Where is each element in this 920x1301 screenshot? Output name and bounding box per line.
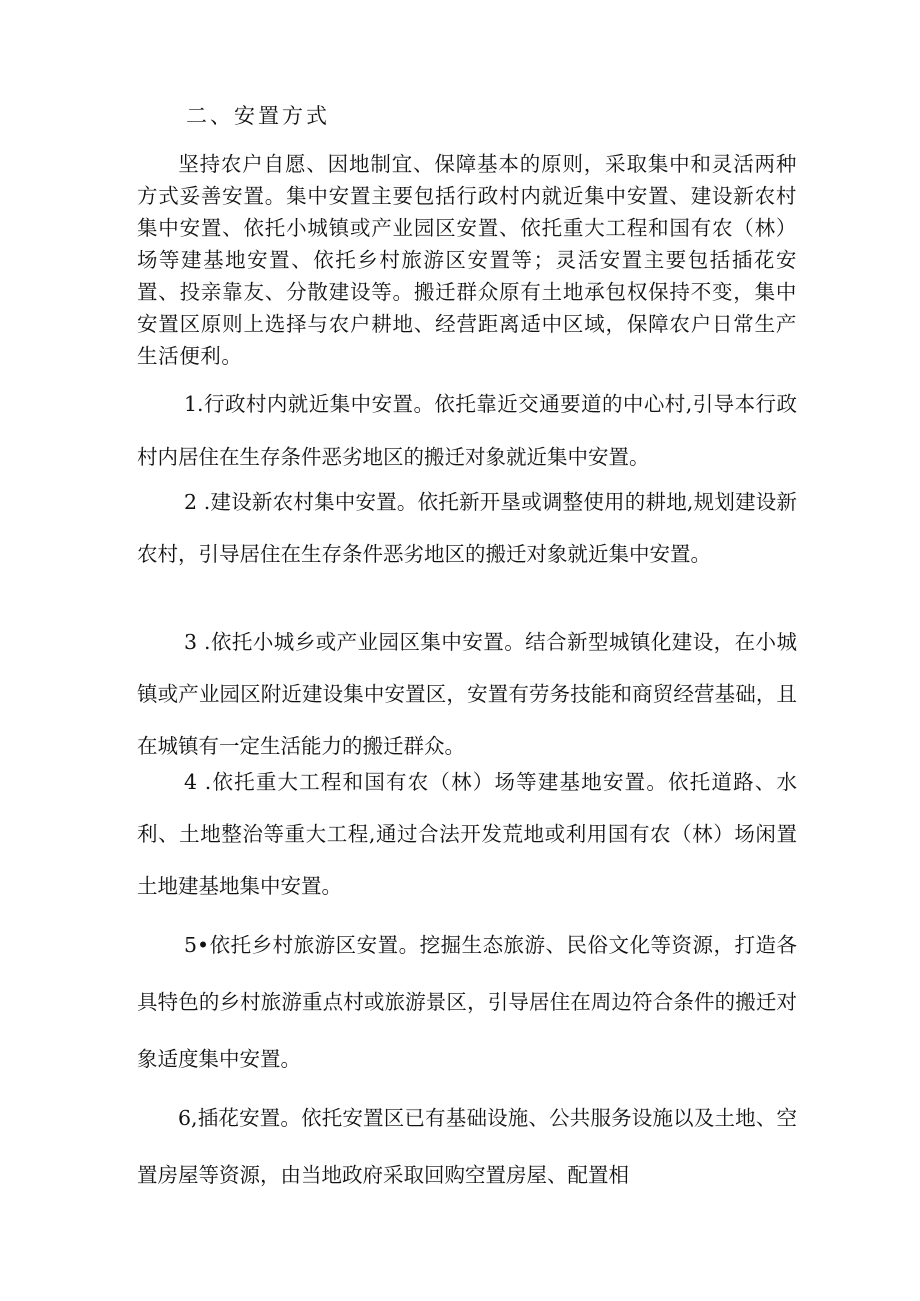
intro-text: 坚持农户自愿、因地制宜、保障基本的原则，采取集中和灵活两种方式妥善安置。集中安置主要包括行政村内就近集中安置、建设新农村集中安置、依托小城镇或产业园区安置、依托重大工程和国有农（林）场等建基地安置、依托乡村旅游区安置等；灵活安置主要包括插花安置、投亲靠友、分散建设等。搬迁群众原有土地承包权保持不变，集中安置区原则上选择与农户耕地、经营距离适中区域，保障农户日常生产生活便利。 bbox=[137, 152, 797, 368]
intro-paragraph bbox=[137, 148, 797, 372]
list-item-text: 5•依托乡村旅游区安置。挖掘生态旅游、民俗文化等资源，打造各具特色的乡村旅游重点村或旅游景区，引导居住在周边符合条件的搬迁对象适度集中安置。 bbox=[137, 933, 797, 1071]
list-item-text: 4 .依托重大工程和国有农（林）场等建基地安置。依托道路、水利、土地整治等重大工程,通过合法开发荒地或利用国有农（林）场闲置土地建基地集中安置。 bbox=[137, 770, 797, 898]
list-item bbox=[137, 1090, 797, 1204]
section-heading: 二、安置方式 bbox=[186, 104, 330, 128]
list-item-text: 6,插花安置。依托安置区已有基础设施、公共服务设施以及土地、空置房屋等资源，由当地政府采取回购空置房屋、配置相 bbox=[137, 1106, 797, 1187]
list-item bbox=[137, 476, 797, 580]
list-item bbox=[137, 378, 797, 484]
list-item-text: 2 .建设新农村集中安置。依托新开垦或调整使用的耕地,规划建设新农村，引导居住在生存条件恶劣地区的搬迁对象就近集中安置。 bbox=[137, 490, 797, 566]
list-item-text: 3 .依托小城乡或产业园区集中安置。结合新型城镇化建设，在小城镇或产业园区附近建设集中安置区，安置有劳务技能和商贸经营基础，且在城镇有一定生活能力的搬迁群众。 bbox=[137, 630, 797, 758]
list-item bbox=[137, 756, 797, 912]
list-item bbox=[137, 616, 797, 772]
list-item bbox=[137, 917, 797, 1088]
list-item-text: 1.行政村内就近集中安置。依托靠近交通要道的中心村,引导本行政村内居住在生存条件恶劣地区的搬迁对象就近集中安置。 bbox=[137, 392, 797, 469]
